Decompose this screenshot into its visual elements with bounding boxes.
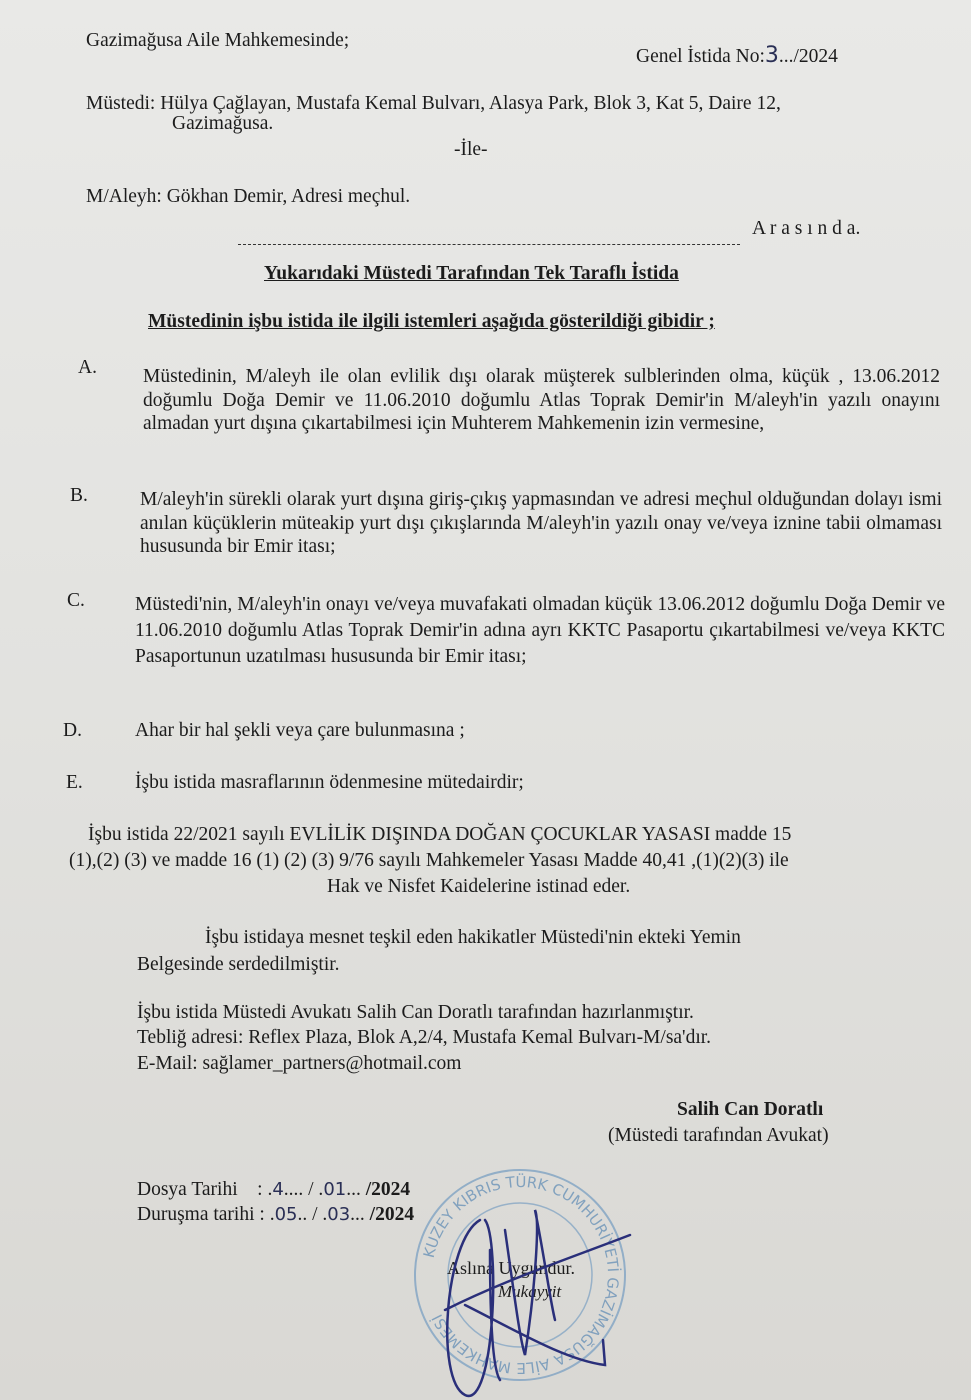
filing-month: 01 (323, 1179, 347, 1200)
item-text: İşbu istida masraflarının ödenmesine mütedairdir; (135, 772, 524, 793)
item-letter: E. (66, 772, 83, 793)
filing-day: 4 (272, 1179, 284, 1200)
respondent-line: M/Aleyh: Gökhan Demir, Adresi meçhul. (86, 186, 411, 207)
legal-basis-line: (1),(2) (3) ve madde 16 (1) (2) (3) 9/76 sayılı Mahkemeler Yasası Madde 40,41 ,(1)(2)(3) ile (69, 850, 789, 871)
svg-text:KUZEY KIBRIS TÜRK CUMHURİYETİ: KUZEY KIBRIS TÜRK CUMHURİYETİ GAZİMAĞUSA AİLE MAHKEMESİ (419, 1172, 623, 1378)
legal-basis-line: İşbu istida 22/2021 sayılı EVLİLİK DIŞINDA DOĞAN ÇOCUKLAR YASASI madde 15 (88, 824, 792, 845)
item-letter: C. (67, 590, 85, 611)
document-subtitle: Müstedinin işbu istida ile ilgili istemleri aşağıda gösterildiği gibidir ; (148, 311, 715, 332)
item-letter: A. (78, 357, 97, 378)
case-number-suffix: .../2024 (778, 46, 838, 67)
arasinda: A r a s ı n d a. (752, 218, 861, 239)
affidavit-line: İşbu istidaya mesnet teşkil eden hakikatler Müstedi'nin ekteki Yemin (205, 927, 741, 948)
item-text: Müstedinin, M/aleyh ile olan evlilik dışı olarak müşterek sulblerinden olma, küçük , 13.06.2012 doğumlu Doğa Demir ve 11.06.2010 doğumlu Atlas Toprak Demir'in M/aleyh'in yazılı onayını almadan yurt dışına çıkartabilmesi için Muhterem Mahkemenin izin vermesine, (143, 366, 940, 434)
case-number (636, 43, 838, 68)
filing-year: /2024 (365, 1179, 411, 1200)
email-line: E-Mail: sağlamer_partners@hotmail.com (137, 1053, 462, 1074)
affidavit-line: Belgesinde serdedilmiştir. (137, 954, 340, 975)
hearing-day: 05 (274, 1204, 298, 1225)
applicant-city: Gazimağusa. (172, 113, 274, 134)
case-number-handwritten: 3 (764, 43, 779, 68)
document-title: Yukarıdaki Müstedi Tarafından Tek Taraflı İstida (264, 263, 679, 284)
prepared-by-line: İşbu istida Müstedi Avukatı Salih Can Doratlı tarafından hazırlanmıştır. (137, 1002, 694, 1023)
applicant-line: Müstedi: Hülya Çağlayan, Mustafa Kemal Bulvarı, Alasya Park, Blok 3, Kat 5, Daire 12, (86, 93, 781, 114)
ile-separator: -İle- (454, 139, 488, 160)
hearing-year: /2024 (369, 1204, 415, 1225)
item-letter: B. (70, 485, 88, 506)
service-address-line: Tebliğ adresi: Reflex Plaza, Blok A,2/4, Mustafa Kemal Bulvarı-M/sa'dır. (137, 1027, 712, 1048)
clerk-title: Mukayyit (498, 1282, 562, 1301)
signatory-name: Salih Can Doratlı (677, 1099, 824, 1120)
filing-date-label: Dosya Tarihi : (137, 1179, 268, 1200)
filing-date: Dosya Tarihi : .4.... / .01... /2024 (137, 1179, 411, 1200)
item-text: M/aleyh'in sürekli olarak yurt dışına giriş-çıkış yapmasından ve adresi meçhul olduğundan dolayı ismi anılan küçüklerin müteakip yurt dışı çıkışlarında M/aleyh'in yazılı onay ve/veya iznine tabii olmaması hususunda bir Emir itası; (140, 489, 942, 557)
case-number-prefix: Genel İstida No: (636, 46, 765, 67)
divider (238, 244, 740, 245)
signature-scribble (405, 1180, 635, 1400)
item-text: Ahar bir hal şekli veya çare bulunmasına ; (135, 720, 465, 741)
hearing-date: Duruşma tarihi : .05.. / .03... /2024 (137, 1204, 415, 1225)
item-text: Müstedi'nin, M/aleyh'in onayı ve/veya muvafakati olmadan küçük 13.06.2012 doğumlu Doğa Demir ve 11.06.2010 doğumlu Atlas Toprak Demir'in adına ayrı KKTC Pasaportu çıkartabilmesi ve/veya KKTC Pasaportunun uzatılması hususunda bir Emir itası; (135, 594, 945, 667)
hearing-month: 03 (327, 1204, 351, 1225)
certification-text: Aslına Uygundur. (447, 1258, 575, 1278)
hearing-date-label: Duruşma tarihi : (137, 1204, 270, 1225)
legal-basis-line: Hak ve Nisfet Kaidelerine istinad eder. (327, 876, 631, 897)
court-name: Gazimağusa Aile Mahkemesinde; (86, 30, 350, 51)
signatory-role: (Müstedi tarafından Avukat) (608, 1125, 829, 1146)
item-letter: D. (63, 720, 82, 741)
